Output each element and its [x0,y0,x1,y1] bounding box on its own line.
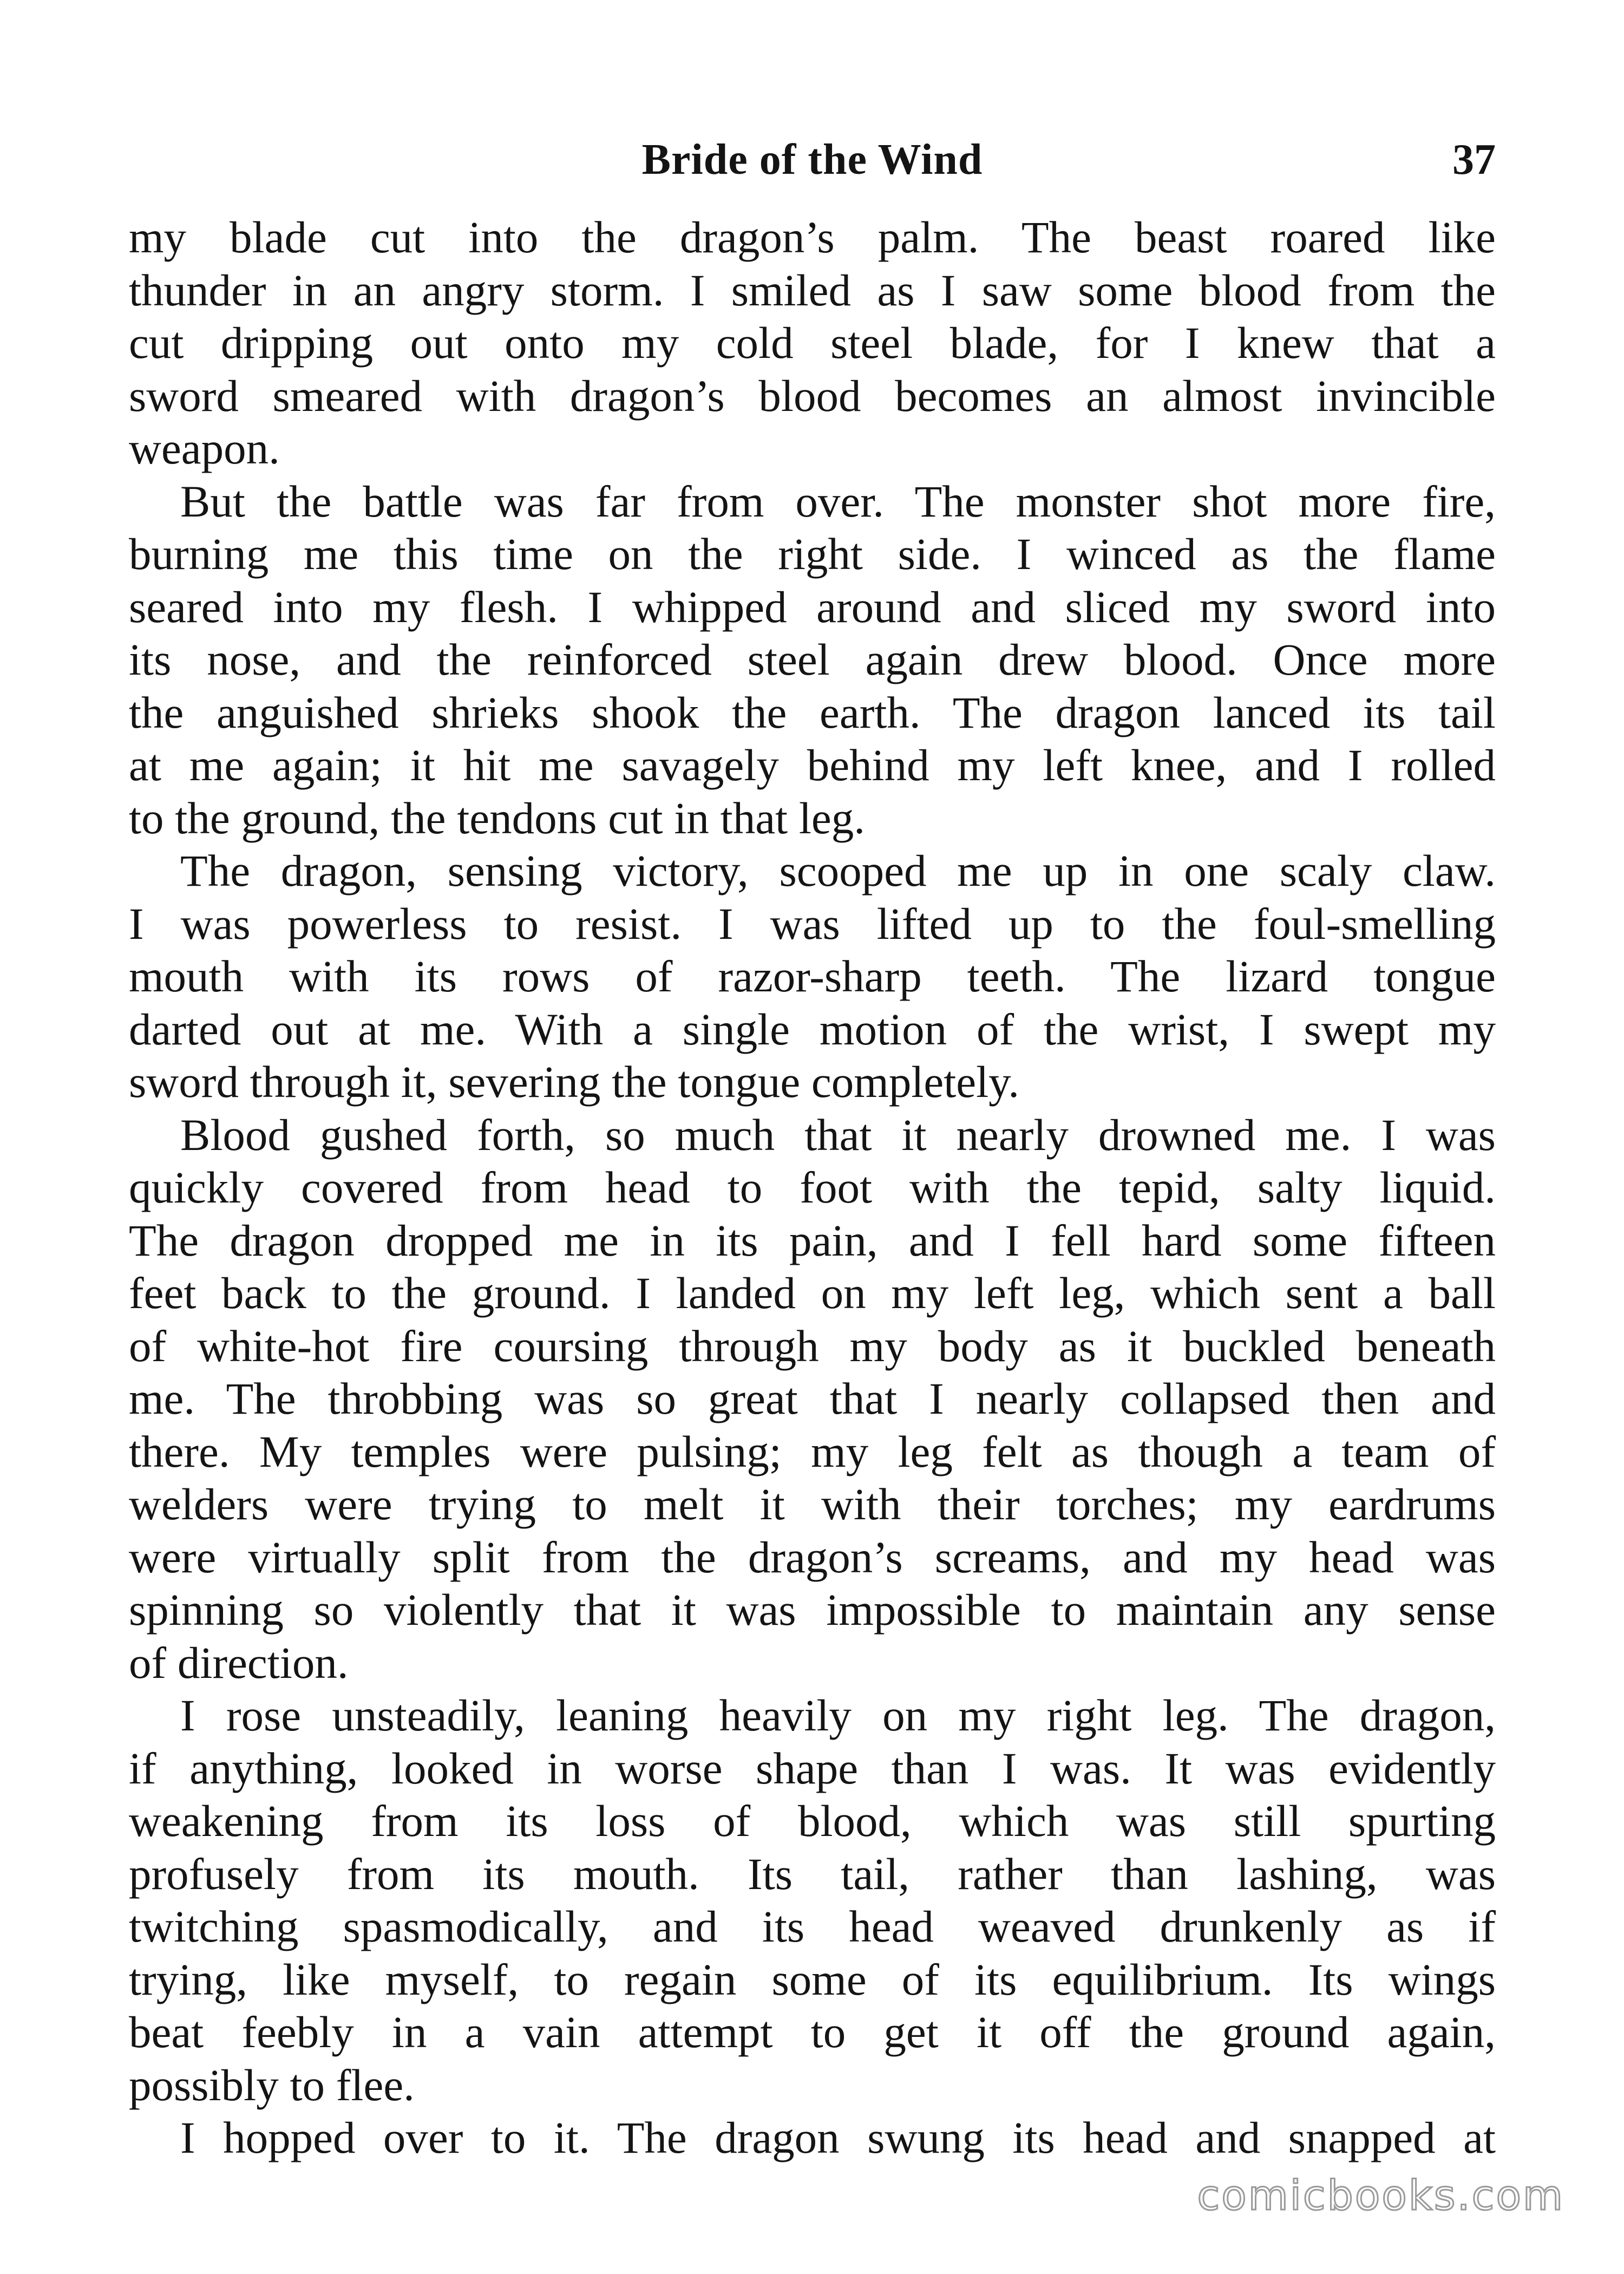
text-line: me. The throbbing was so great that I nearly collapsed then and [129,1374,1496,1423]
text-line: The dragon, sensing victory, scooped me up in one scaly claw. [180,846,1496,896]
paragraph [129,1689,1496,2112]
text-line: mouth with its rows of razor-sharp teeth. The lizard tongue [129,951,1496,1001]
text-line: possibly to flee. [129,2060,415,2110]
text-line: were virtually split from the dragon’s screams, and my head was [129,1532,1496,1582]
paragraph [129,845,1496,1109]
text-line: cut dripping out onto my cold steel blade, for I knew that a [129,318,1496,368]
page-number: 37 [1452,136,1496,184]
text-line: of direction. [129,1637,349,1688]
paragraph [129,2112,1496,2165]
running-title: Bride of the Wind [641,136,983,184]
text-line: weapon. [129,423,280,473]
text-line: sword smeared with dragon’s blood becomes an almost invincible [129,370,1496,421]
text-line: at me again; it hit me savagely behind my left knee, and I rolled [129,740,1496,790]
text-line: Blood gushed forth, so much that it nearly drowned me. I was [180,1109,1496,1160]
text-line: to the ground, the tendons cut in that leg. [129,793,866,843]
text-line: trying, like myself, to regain some of its equilibrium. Its wings [129,1954,1496,2004]
text-line: I rose unsteadily, leaning heavily on my right leg. The dragon, [180,1690,1496,1740]
text-line: of white-hot fire coursing through my body as it buckled beneath [129,1321,1496,1371]
text-line: I was powerless to resist. I was lifted up to the foul-smelling [129,898,1496,949]
text-line: beat feebly in a vain attempt to get it off the ground again, [129,2007,1496,2057]
text-line: darted out at me. With a single motion of the wrist, I swept my [129,1004,1496,1054]
text-line: burning me this time on the right side. I winced as the flame [129,529,1496,579]
text-line: my blade cut into the dragon’s palm. The beast roared like [129,212,1496,262]
text-line: if anything, looked in worse shape than I was. It was evidently [129,1743,1496,1793]
text-line: twitching spasmodically, and its head weaved drunkenly as if [129,1901,1496,1951]
text-line: weakening from its loss of blood, which was still spurting [129,1796,1496,1846]
text-line: spinning so violently that it was impossible to maintain any sense [129,1585,1496,1635]
text-line: feet back to the ground. I landed on my left leg, which sent a ball [129,1268,1496,1318]
running-head [129,125,1496,195]
text-line: sword through it, severing the tongue completely. [129,1057,1020,1107]
text-line: welders were trying to melt it with their torches; my eardrums [129,1479,1496,1529]
text-line: I hopped over to it. The dragon swung its head and snapped at [180,2113,1496,2162]
text-line: seared into my flesh. I whipped around and sliced my sword into [129,581,1496,632]
text-line: profusely from its mouth. Its tail, rather than lashing, was [129,1848,1496,1899]
text-line: But the battle was far from over. The monster shot more fire, [180,476,1496,526]
text-line: its nose, and the reinforced steel again drew blood. Once more [129,635,1496,684]
text-line: there. My temples were pulsing; my leg felt as though a team of [129,1426,1496,1476]
paragraph [129,1109,1496,1690]
watermark: comicbooks.com [1197,2171,1564,2219]
paragraph [129,475,1496,845]
text-line: quickly covered from head to foot with the tepid, salty liquid. [129,1162,1496,1212]
text-line: The dragon dropped me in its pain, and I fell hard some fifteen [129,1215,1496,1265]
text-line: the anguished shrieks shook the earth. The dragon lanced its tail [129,687,1496,737]
paragraph [129,211,1496,475]
body-text [129,211,1496,2165]
text-line: thunder in an angry storm. I smiled as I saw some blood from the [129,265,1496,315]
